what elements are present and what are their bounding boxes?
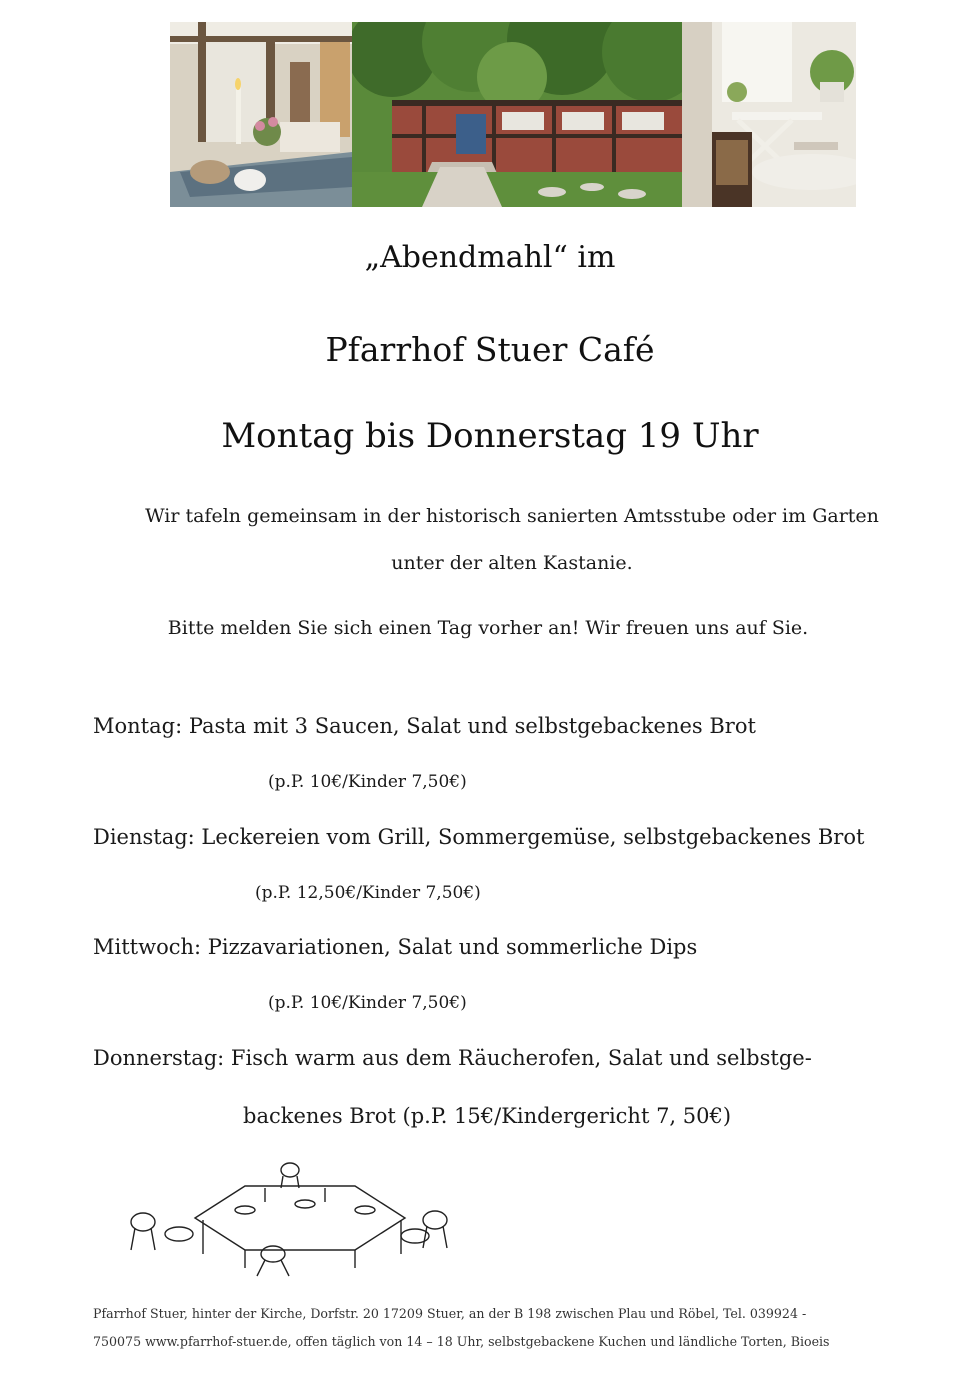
intro-line-2: unter der alten Kastanie. bbox=[391, 552, 633, 574]
interior-table-candle-photo bbox=[170, 22, 352, 207]
intro-line-1: Wir tafeln gemeinsam in der historisch sanierten Amtsstube oder im Garten bbox=[145, 505, 879, 527]
reservation-note: Bitte melden Sie sich einen Tag vorher an! Wir freuen uns auf Sie. bbox=[167, 617, 809, 639]
title-line-1: „Abendmahl“ im bbox=[364, 240, 616, 275]
price-tuesday: (p.P. 12,50€/Kinder 7,50€) bbox=[255, 883, 481, 903]
menu-tuesday: Dienstag: Leckereien vom Grill, Sommergemüse, selbstgebackenes Brot bbox=[93, 825, 865, 849]
photo-banner bbox=[170, 22, 856, 207]
table-sketch-illustration bbox=[125, 1158, 460, 1278]
schedule-title: Montag bis Donnerstag 19 Uhr bbox=[221, 416, 759, 456]
footer-address-line: Pfarrhof Stuer, hinter der Kirche, Dorfstr. 20 17209 Stuer, an der B 198 zwischen Plau und Röbel, Tel. 039924 - bbox=[93, 1306, 807, 1321]
menu-wednesday: Mittwoch: Pizzavariationen, Salat und sommerliche Dips bbox=[93, 935, 698, 959]
menu-monday: Montag: Pasta mit 3 Saucen, Salat und selbstgebackenes Brot bbox=[93, 714, 756, 738]
cafe-name-title: Pfarrhof Stuer Café bbox=[325, 330, 655, 369]
menu-thursday: Donnerstag: Fisch warm aus dem Räucherofen, Salat und selbstge- bbox=[93, 1046, 812, 1070]
cafe-chair-table-photo bbox=[682, 22, 856, 207]
menu-thursday-continued: backenes Brot (p.P. 15€/Kindergericht 7, 50€) bbox=[243, 1104, 732, 1128]
half-timbered-house-photo bbox=[352, 22, 682, 207]
price-wednesday: (p.P. 10€/Kinder 7,50€) bbox=[268, 993, 467, 1013]
price-monday: (p.P. 10€/Kinder 7,50€) bbox=[268, 772, 467, 792]
footer-hours-line: 750075 www.pfarrhof-stuer.de, offen täglich von 14 – 18 Uhr, selbstgebackene Kuchen und ländliche Torten, Bioeis bbox=[93, 1334, 830, 1349]
